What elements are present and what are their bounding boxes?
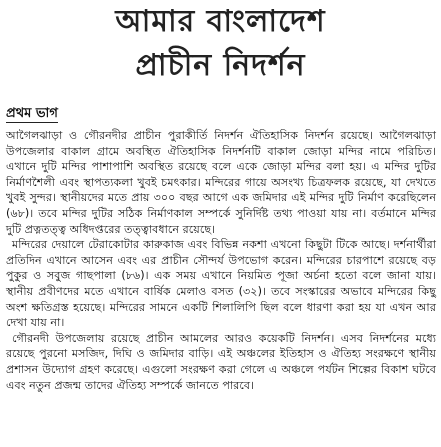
paragraph: গৌরনদী উপজেলায় রয়েছে প্রাচীন আমলের আরও কয়েকটি নিদর্শন। এসব নিদর্শনের মধ্যে রয়েছে পুরনো মসজিদ, দিঘি ও জমিদার বাড়ি। এই অঞ্চলের ইতিহাস ও ঐতিহ্য সংরক্ষণে স্থানীয় প্রশাসন উদ্যোগ গ্রহণ করেছে। এগুলো সংরক্ষণ করা গেলে এ অঞ্চলে পর্যটন শিল্পের বিকাশ ঘটবে এবং নতুন প্রজন্ম তাদের ঐতিহ্য সম্পর্কে জানতে পারবে। [6, 331, 436, 392]
page-title-line-1: আমার বাংলাদেশ [115, 4, 326, 39]
page-title-line-2: প্রাচীন নিদর্শন [135, 48, 306, 83]
paragraph: আগৈলঝাড়া ও গৌরনদীর প্রাচীন পুরাকীর্তি নিদর্শন ঐতিহাসিক নিদর্শন রয়েছে। আগৈলঝাড়া উপজেলার বাকাল গ্রামে অবস্থিত ঐতিহাসিক নিদর্শনটি বাকাল জোড়া মন্দির নামে পরিচিত। এখানে দুটি মন্দির পাশাপাশি অবস্থিত রয়েছে বলে একে জোড়া মন্দির বলা হয়। এ মন্দির দুটির নির্মাণশৈলী এবং স্থাপত্যকলা খুবই চমৎকার। মন্দিরের গায়ে অসংখ্য চিত্রফলক রয়েছে, যা দেখতে খুবই সুন্দর। স্থানীয়দের মতে প্রায় ৩০০ বছর আগে এক জমিদার এই মন্দির দুটি নির্মাণ করেছিলেন (৬৮)। তবে মন্দির দুটির সঠিক নির্মাণকাল সম্পর্কে সুনির্দিষ্ট তথ্য পাওয়া যায় না। বর্তমানে মন্দির দুটি প্রত্নতত্ত্ব অধিদপ্তরের তত্ত্বাবধানে রয়েছে। [6, 129, 436, 236]
section-subheading: প্রথম ভাগ [6, 106, 58, 121]
article-body [6, 128, 436, 393]
paragraph: মন্দিরের দেয়ালে টেরাকোটার কারুকাজ এবং বিভিন্ন নকশা এখনো কিছুটা টিকে আছে। দর্শনার্থীরা প্রতিদিন এখানে আসেন এবং এর প্রাচীন সৌন্দর্য উপভোগ করেন। মন্দিরের চারপাশে রয়েছে বড় পুকুর ও সবুজ গাছপালা (৮৬)। এক সময় এখানে নিয়মিত পূজা অর্চনা হতো বলে জানা যায়। স্থানীয় প্রবীণদের মতে এখানে বার্ষিক মেলাও বসত (৩২)। তবে সংস্কারের অভাবে মন্দিরের কিছু অংশ ক্ষতিগ্রস্ত হয়েছে। মন্দিরের সামনে একটি শিলালিপি ছিল বলে ধারণা করা হয় যা এখন আর দেখা যায় না। [6, 238, 436, 330]
